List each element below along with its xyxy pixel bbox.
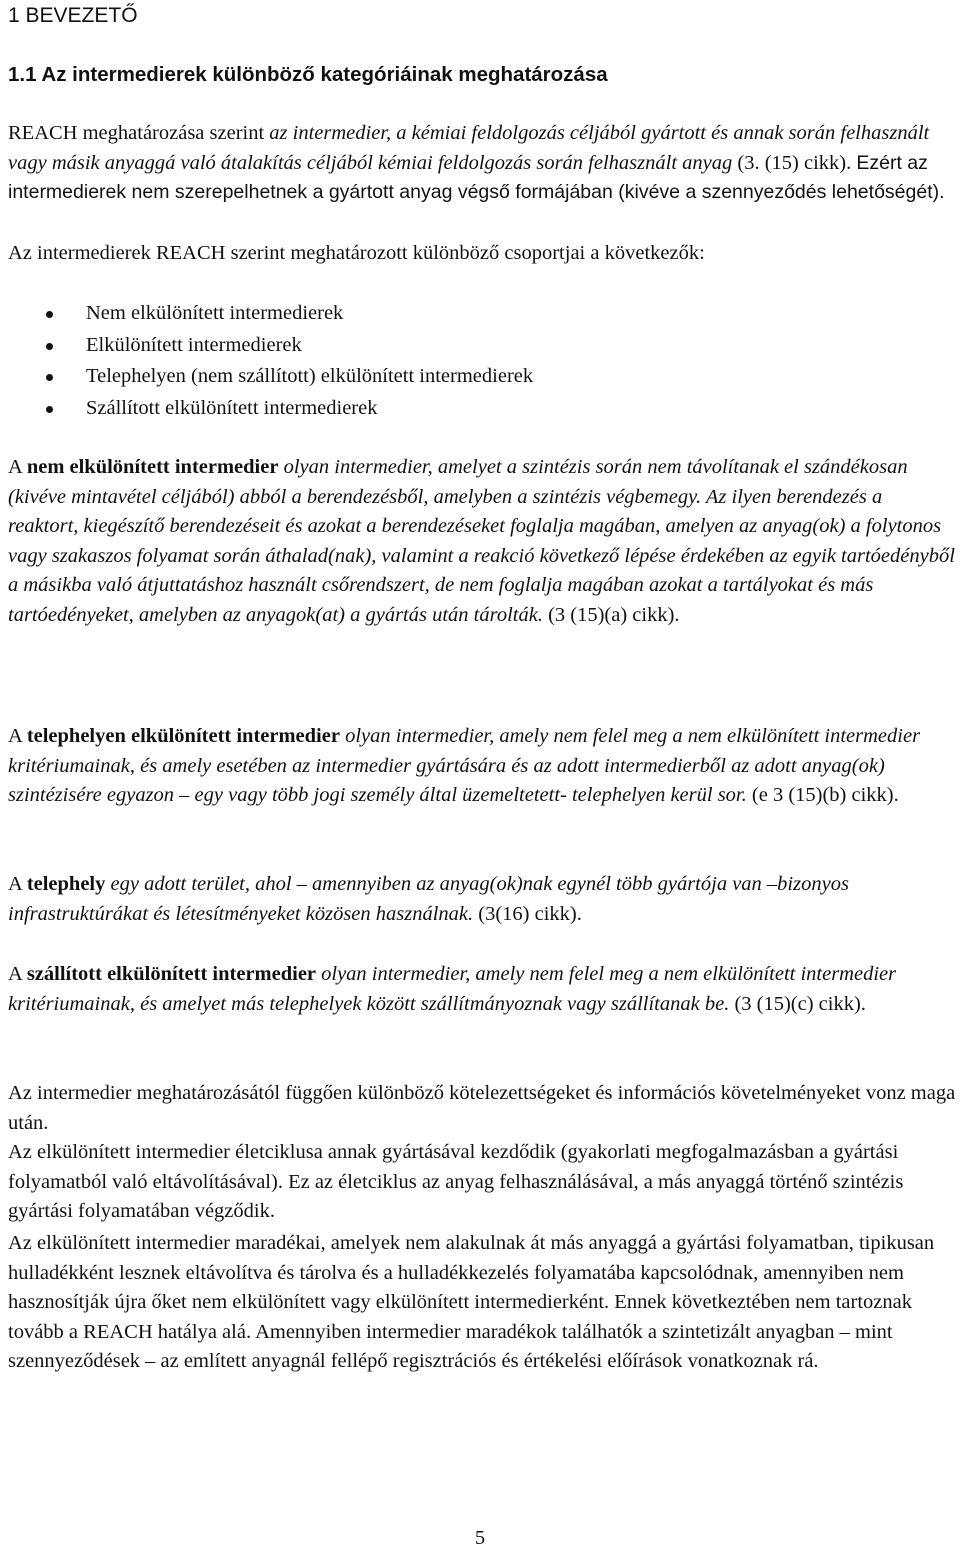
page-number: 5	[474, 1527, 486, 1549]
intro-reference: (3. (15) cikk).	[732, 151, 857, 174]
intermediate-groups-list	[8, 299, 533, 426]
definition-body: olyan intermedier, amelyet a szintézis során nem távolítanak el szándékosan (kivéve mintavétel céljából) abból a berendezésből, amelyben a szintézis végbemegy. Az ilyen berendezés a reaktort, kiegészítő berendezéseit és azokat a berendezéseket foglalja magában, amelyen az anyag(ok) a folytonos vagy szakaszos folyamat során áthalad(nak), valamint a reakció következő lépése érdekében az egyik tartóedényből a másikba való átjuttatáshoz használt csőrendszert, de nem foglalja magában azokat a tartályokat és más tartóedényeket, amelyben az anyagok(at) a gyártás után tárolták.	[8, 456, 955, 626]
definition-article: A	[8, 873, 27, 895]
definition-body: olyan intermedier, amely nem felel meg a nem elkülönített intermedier kritériumainak, és amelyet más telephelyek között szállítmányoznak vagy szállítanak be.	[8, 963, 897, 1015]
definition-term: nem elkülönített intermedier	[26, 456, 279, 478]
intro-text: REACH meghatározása szerint	[8, 122, 270, 144]
definition-term: telephely	[26, 873, 106, 895]
intro-note: Ezért az intermedierek nem szerepelhetnek a gyártott anyag végső formájában (kivéve a szennyeződés lehetőségét).	[8, 151, 945, 204]
bullet-icon	[46, 311, 53, 318]
list-item-label: Nem elkülönített intermedierek	[86, 302, 344, 324]
list-item-label: Telephelyen (nem szállított) elkülönített intermedierek	[86, 365, 534, 388]
closing-paragraph-1: Az intermedier meghatározásától függően különböző kötelezettségeket és információs követelményeket vonz maga után.	[8, 1082, 956, 1134]
definition-site	[8, 870, 956, 929]
definition-transported-isolated	[8, 960, 956, 1019]
definition-non-isolated	[8, 453, 956, 631]
definition-onsite-isolated	[8, 722, 956, 811]
bullet-icon	[46, 406, 53, 413]
bullet-icon	[46, 374, 53, 381]
chapter-heading: 1 BEVEZETŐ	[8, 4, 138, 27]
definition-article: A	[8, 456, 27, 478]
definition-term: telephelyen elkülönített intermedier	[26, 725, 340, 747]
definition-reference: (3(16) cikk).	[473, 902, 582, 925]
list-item	[8, 394, 533, 426]
definition-reference: (3 (15)(a) cikk).	[542, 603, 680, 626]
intro-definition: az intermedier, a kémiai feldolgozás céljából gyártott és annak során felhasznált vagy másik anyaggá való átalakítás céljából kémiai feldolgozás során felhasznált anyag	[8, 122, 930, 174]
bullet-icon	[46, 343, 53, 350]
intro-paragraph	[8, 119, 956, 208]
definition-reference: (3 (15)(c) cikk).	[729, 992, 866, 1015]
definition-reference: (e 3 (15)(b) cikk).	[746, 784, 899, 807]
list-item-label: Szállított elkülönített intermedierek	[86, 397, 378, 420]
definition-body: egy adott terület, ahol – amennyiben az anyag(ok)nak egynél több gyártója van –bizonyos infrastruktúrákat és létesítményeket közösen használnak.	[8, 873, 849, 925]
groups-intro: Az intermedierek REACH szerint meghatározott különböző csoportjai a következők:	[8, 242, 705, 264]
definition-article: A	[8, 725, 27, 747]
definition-article: A	[8, 963, 27, 985]
closing-paragraph-2: Az elkülönített intermedier életciklusa annak gyártásával kezdődik (gyakorlati megfogalmazásban a gyártási folyamatból való eltávolításával). Ez az életciklus az anyag felhasználásával, a más anyaggá történő szintézis gyártási folyamatában végződik.	[8, 1141, 904, 1223]
list-item	[8, 299, 533, 331]
definition-body: olyan intermedier, amely nem felel meg a nem elkülönített intermedier kritériumainak, és amely esetében az intermedier gyártására és az adott intermedierből az adott anyag(ok) szintézisére egyazon – egy vagy több jogi személy által üzemeltetett- telephelyen kerül sor.	[8, 725, 921, 807]
section-heading: 1.1 Az intermedierek különböző kategóriáinak meghatározása	[8, 63, 608, 86]
closing-paragraph-3: Az elkülönített intermedier maradékai, amelyek nem alakulnak át más anyaggá a gyártási folyamatban, tipikusan hulladékként lesznek eltávolítva és tárolva és a hulladékkezelés folyamatába kapcsolódnak, amennyiben nem hasznosítják újra őket nem elkülönített vagy elkülönített intermedierként. Ennek következtében nem tartoznak tovább a REACH hatálya alá. Amennyiben intermedier maradékok találhatók a szintetizált anyagban – mint szennyeződések – az említett anyagnál fellépő regisztrációs és értékelési előírások vonatkoznak rá.	[8, 1232, 935, 1373]
list-item	[8, 331, 533, 363]
list-item	[8, 362, 533, 394]
list-item-label: Elkülönített intermedierek	[86, 333, 302, 356]
definition-term: szállított elkülönített intermedier	[26, 963, 317, 985]
